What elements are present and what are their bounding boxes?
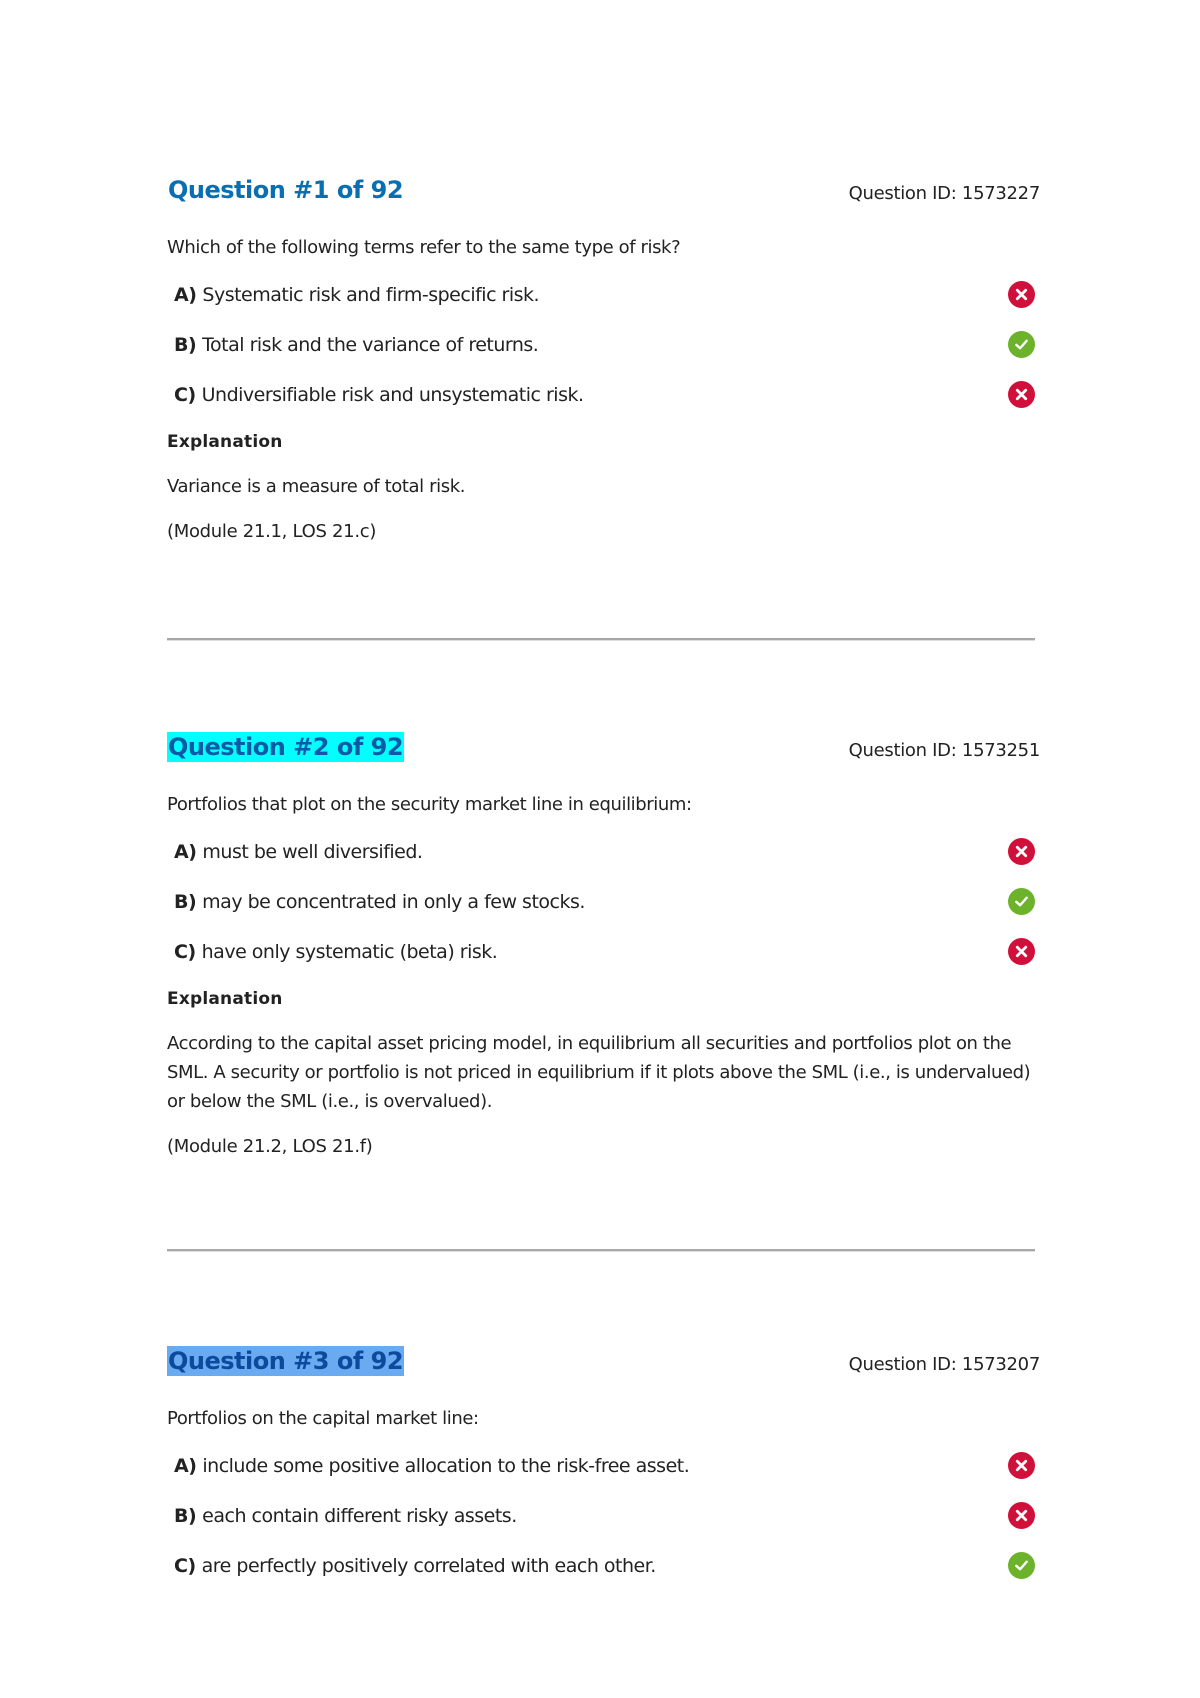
option-text: each contain different risky assets. <box>202 1505 517 1527</box>
option-text: have only systematic (beta) risk. <box>201 941 498 963</box>
x-circle-icon <box>1008 1452 1035 1479</box>
option-letter: A) <box>174 841 197 863</box>
check-circle-icon <box>1008 888 1035 915</box>
option-text: Systematic risk and firm-specific risk. <box>202 284 540 306</box>
question-3 <box>167 1346 1040 1603</box>
x-circle-icon <box>1008 1502 1035 1529</box>
option-letter: C) <box>174 384 196 406</box>
option-letter: B) <box>174 1505 197 1527</box>
check-circle-icon <box>1008 1552 1035 1579</box>
question-title: Question #1 of 92 <box>168 176 404 204</box>
answer-option-b[interactable] <box>167 889 1040 939</box>
answer-option-b[interactable] <box>167 1503 1040 1553</box>
x-circle-icon <box>1008 281 1035 308</box>
option-text: are perfectly positively correlated with each other. <box>201 1555 656 1577</box>
answer-options <box>167 839 1040 989</box>
option-letter: B) <box>174 334 197 356</box>
option-text: may be concentrated in only a few stocks. <box>202 891 585 913</box>
x-circle-icon <box>1008 381 1035 408</box>
question-header <box>167 732 1040 762</box>
question-title: Question #2 of 92 <box>168 733 404 761</box>
question-stem: Portfolios on the capital market line: <box>167 1408 479 1429</box>
question-1 <box>167 175 1040 542</box>
question-2 <box>167 732 1040 1157</box>
x-circle-icon <box>1008 838 1035 865</box>
question-stem: Portfolios that plot on the security market line in equilibrium: <box>167 794 692 815</box>
explanation-heading: Explanation <box>167 989 283 1009</box>
option-letter: B) <box>174 891 197 913</box>
option-letter: A) <box>174 284 197 306</box>
check-circle-icon <box>1008 331 1035 358</box>
answer-option-c[interactable] <box>167 939 1040 989</box>
answer-option-c[interactable] <box>167 382 1040 432</box>
option-text: Undiversifiable risk and unsystematic risk. <box>201 384 584 406</box>
answer-option-a[interactable] <box>167 839 1040 889</box>
module-reference: (Module 21.2, LOS 21.f) <box>167 1136 373 1157</box>
answer-options <box>167 1453 1040 1603</box>
answer-option-a[interactable] <box>167 282 1040 332</box>
module-reference: (Module 21.1, LOS 21.c) <box>167 521 377 542</box>
question-stem: Which of the following terms refer to the same type of risk? <box>167 237 681 258</box>
option-letter: A) <box>174 1455 197 1477</box>
option-text: Total risk and the variance of returns. <box>202 334 539 356</box>
option-letter: C) <box>174 941 196 963</box>
answer-option-c[interactable] <box>167 1553 1040 1603</box>
answer-option-a[interactable] <box>167 1453 1040 1503</box>
question-header <box>167 175 1040 205</box>
option-text: include some positive allocation to the risk-free asset. <box>202 1455 690 1477</box>
question-id: Question ID: 1573207 <box>848 1354 1040 1375</box>
divider <box>167 638 1035 640</box>
answer-options <box>167 282 1040 432</box>
option-letter: C) <box>174 1555 196 1577</box>
explanation-text: Variance is a measure of total risk. <box>167 476 466 497</box>
question-title: Question #3 of 92 <box>168 1347 404 1375</box>
answer-option-b[interactable] <box>167 332 1040 382</box>
divider <box>167 1249 1035 1251</box>
question-id: Question ID: 1573251 <box>848 740 1040 761</box>
x-circle-icon <box>1008 938 1035 965</box>
option-text: must be well diversified. <box>202 841 423 863</box>
question-header <box>167 1346 1040 1376</box>
question-id: Question ID: 1573227 <box>848 183 1040 204</box>
explanation-text: According to the capital asset pricing model, in equilibrium all securities and portfolios plot on the SML. A security or portfolio is not priced in equilibrium if it plots above the SML (i.e., is undervalued) or below the SML (i.e., is overvalued). <box>167 1033 1031 1112</box>
explanation-heading: Explanation <box>167 432 283 452</box>
